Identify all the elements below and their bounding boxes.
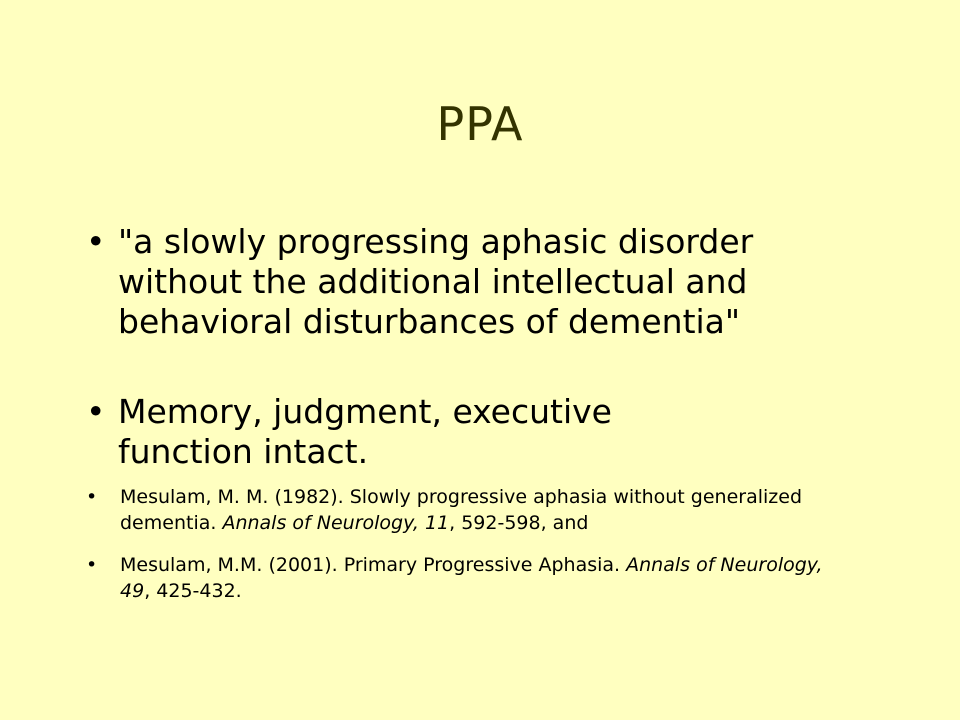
bullet-text: "a slowly progressing aphasic disorder without the additional intellectual and behavioral disturbances of dementia" <box>118 222 754 341</box>
bullet-icon: • <box>86 392 106 431</box>
reference-pages: , 425-432. <box>144 580 242 602</box>
reference-pages: , 592-598, and <box>449 512 589 534</box>
bullet-item-intact-functions <box>86 392 746 472</box>
bullet-item-reference-2001 <box>86 552 846 604</box>
bullet-text: Memory, judgment, executive function intact. <box>118 392 612 471</box>
bullet-icon: • <box>86 222 106 261</box>
reference-authors-title: Mesulam, M. M. (1982). Slowly progressive aphasia without generalized dementia. <box>120 486 803 534</box>
bullet-item-reference-1982 <box>86 484 846 536</box>
reference-authors-title: Mesulam, M.M. (2001). Primary Progressive Aphasia. <box>120 554 627 576</box>
slide-title: PPA <box>436 97 524 151</box>
reference-text <box>120 552 846 604</box>
reference-journal: Annals of Neurology, 49 <box>120 554 823 602</box>
bullet-item-definition <box>86 222 886 342</box>
bullet-icon: • <box>86 554 98 576</box>
reference-journal: Annals of Neurology, 11 <box>222 512 450 534</box>
reference-text <box>120 484 846 536</box>
bullet-icon: • <box>86 486 98 508</box>
